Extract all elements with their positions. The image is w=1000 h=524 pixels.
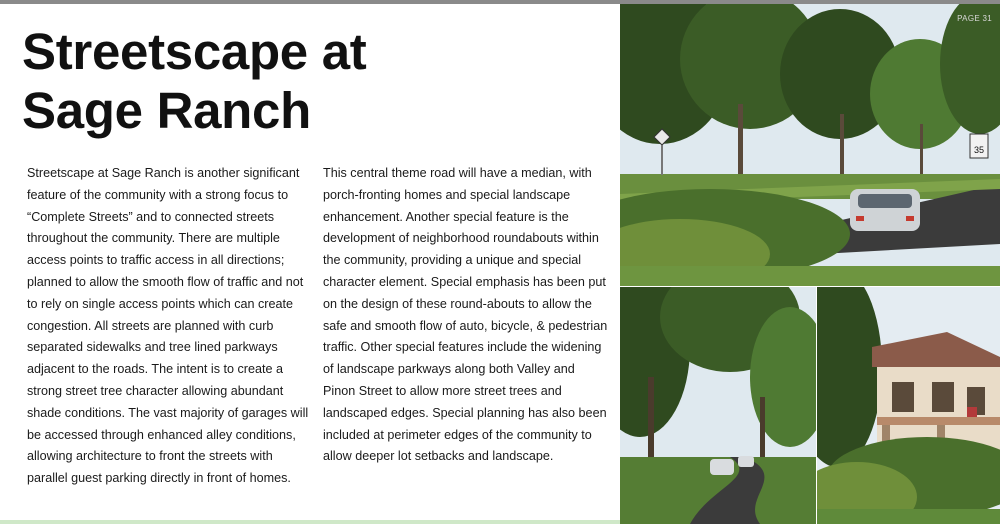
- photo-street-with-car: [620, 4, 1000, 286]
- speed-limit-sign-text: 35: [973, 145, 985, 155]
- photo-porch-home: [817, 287, 1000, 524]
- page-title: [22, 22, 602, 140]
- body-column-right: This central theme road will have a median, with porch-fronting homes and special landscape enhancement. Another special feature is the development of neighborhood roundabouts within the community, providing a unique and special character element. Special emphasis has been put on the design of these round-abouts to allow the safe and smooth flow of auto, bicycle, & pedestrian traffic. Other special features include the widening of landscape parkways along both Valley and Pinon Street to allow more street trees and landscaped edges. Special planning has also been included at perimeter edges of the community to allow deeper lot setbacks and landscape.: [323, 166, 608, 464]
- body-column-left: Streetscape at Sage Ranch is another significant feature of the community with a strong focus to “Complete Streets” and to connected streets throughout the community. There are multiple access points to traffic access in all directions; planned to allow the smooth flow of traffic and not to rely on single access points which can create congestion. All streets are planned with curb separated sidewalks and tree lined parkways adjacent to the roads. The intent is to create a strong street tree character allowing abundant shade conditions. The vast majority of garages will be accessed through enhanced alley conditions, allowing architecture to front the streets with parallel guest parking directly in front of homes.: [27, 166, 309, 486]
- page-number-label: PAGE 31: [957, 14, 992, 23]
- bottom-accent-line: [0, 520, 620, 524]
- title-line-1: Streetscape at: [22, 23, 367, 80]
- photo-winding-road: [620, 287, 816, 524]
- photo-divider-horizontal: [620, 286, 1000, 287]
- photo-divider-vertical: [816, 287, 817, 524]
- title-line-2: Sage Ranch: [22, 82, 311, 139]
